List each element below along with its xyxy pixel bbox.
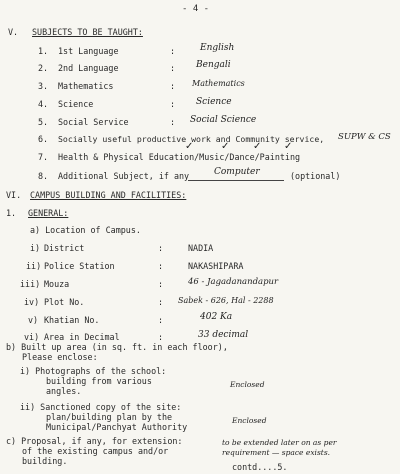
subject-value-1: English bbox=[200, 43, 235, 53]
photo-label-3: angles. bbox=[46, 386, 82, 396]
subject-label-7: Health & Physical Education/Music/Dance/Painting bbox=[58, 152, 301, 162]
plan-label-2: plan/building plan by the bbox=[46, 412, 173, 422]
tick-mark-icon: ✓ bbox=[253, 141, 262, 152]
photo-value: Enclosed bbox=[230, 380, 265, 389]
field-label-1: District bbox=[44, 243, 85, 253]
subject-num-5: 5. bbox=[38, 117, 49, 127]
subject-label-5: Social Service bbox=[58, 117, 129, 127]
field-label-3: Mouza bbox=[44, 279, 70, 289]
section-6-roman: VI. bbox=[6, 190, 22, 200]
plan-label-3: Municipal/Panchyat Authority bbox=[46, 422, 188, 432]
subject-num-3: 3. bbox=[38, 81, 49, 91]
field-value-6: 33 decimal bbox=[198, 330, 249, 340]
proposal-label-1: c) Proposal, if any, for extension: bbox=[6, 436, 183, 446]
subject-value-6: SUPW & CS bbox=[338, 132, 391, 142]
photo-label-1: i) Photographs of the school: bbox=[20, 366, 167, 376]
subject-value-4: Science bbox=[196, 97, 232, 107]
proposal-label-2: of the existing campus and/or bbox=[22, 446, 169, 456]
colon: : bbox=[158, 243, 164, 253]
colon: : bbox=[170, 81, 176, 91]
field-value-3: 46 - Jagadanandapur bbox=[188, 277, 279, 287]
field-num-2: ii) bbox=[26, 261, 42, 271]
photo-label-2: building from various bbox=[46, 376, 152, 386]
proposal-value-1: to be extended later on as per bbox=[222, 438, 337, 447]
subject-label-8: Additional Subject, if any bbox=[58, 171, 190, 181]
general-label: GENERAL: bbox=[28, 208, 69, 218]
subject-label-1: 1st Language bbox=[58, 46, 119, 56]
general-num: 1. bbox=[6, 208, 17, 218]
field-num-4: iv) bbox=[24, 297, 40, 307]
tick-mark-icon: ✓ bbox=[284, 141, 293, 152]
proposal-value-2: requirement — space exists. bbox=[222, 448, 331, 457]
subject-num-8: 8. bbox=[38, 171, 49, 181]
colon: : bbox=[170, 99, 176, 109]
field-value-2: NAKASHIPARA bbox=[188, 261, 244, 271]
built-up-line-2: Please enclose: bbox=[22, 352, 98, 362]
section-5-roman: V. bbox=[8, 27, 19, 37]
subject-label-6: Socially useful productive work and Community service, bbox=[58, 134, 325, 144]
subject-value-2: Bengali bbox=[196, 60, 231, 70]
location-label: a) Location of Campus. bbox=[30, 225, 141, 235]
section-6-heading: CAMPUS BUILDING AND FACILITIES: bbox=[30, 190, 187, 200]
field-num-6: vi) bbox=[24, 332, 40, 342]
subject-num-2: 2. bbox=[38, 63, 49, 73]
fill-line bbox=[188, 180, 284, 181]
subject-label-3: Mathematics bbox=[58, 81, 114, 91]
colon: : bbox=[170, 46, 176, 56]
proposal-label-3: building. bbox=[22, 456, 68, 466]
subject-num-1: 1. bbox=[38, 46, 49, 56]
field-num-3: iii) bbox=[20, 279, 41, 289]
colon: : bbox=[158, 332, 164, 342]
colon: : bbox=[158, 279, 164, 289]
colon: : bbox=[158, 261, 164, 271]
subject-suffix-8: (optional) bbox=[290, 171, 341, 181]
colon: : bbox=[158, 297, 164, 307]
continued-footer: contd....5. bbox=[232, 462, 288, 472]
field-num-5: v) bbox=[28, 315, 39, 325]
field-value-4: Sabek - 626, Hal - 2288 bbox=[178, 296, 274, 305]
subject-num-4: 4. bbox=[38, 99, 49, 109]
subject-num-7: 7. bbox=[38, 152, 49, 162]
built-up-line-1: b) Built up area (in sq. ft. in each floor), bbox=[6, 342, 228, 352]
field-value-1: NADIA bbox=[188, 243, 214, 253]
tick-mark-icon: ✓ bbox=[185, 141, 194, 152]
tick-mark-icon: ✓ bbox=[221, 141, 230, 152]
plan-value: Enclosed bbox=[232, 416, 267, 425]
subject-label-2: 2nd Language bbox=[58, 63, 119, 73]
colon: : bbox=[158, 315, 164, 325]
subject-value-5: Social Science bbox=[190, 115, 257, 125]
field-num-1: i) bbox=[30, 243, 41, 253]
plan-label-1: ii) Sanctioned copy of the site: bbox=[20, 402, 182, 412]
subject-label-4: Science bbox=[58, 99, 94, 109]
colon: : bbox=[170, 117, 176, 127]
page-number: - 4 - bbox=[182, 4, 210, 14]
field-label-2: Police Station bbox=[44, 261, 115, 271]
field-value-5: 402 Ka bbox=[200, 312, 233, 322]
subject-value-3: Mathematics bbox=[192, 79, 245, 88]
field-label-6: Area in Decimal bbox=[44, 332, 120, 342]
field-label-4: Plot No. bbox=[44, 297, 85, 307]
section-5-heading: SUBJECTS TO BE TAUGHT: bbox=[32, 27, 143, 37]
field-label-5: Khatian No. bbox=[44, 315, 100, 325]
subject-value-8: Computer bbox=[214, 167, 260, 177]
subject-num-6: 6. bbox=[38, 134, 49, 144]
colon: : bbox=[170, 63, 176, 73]
